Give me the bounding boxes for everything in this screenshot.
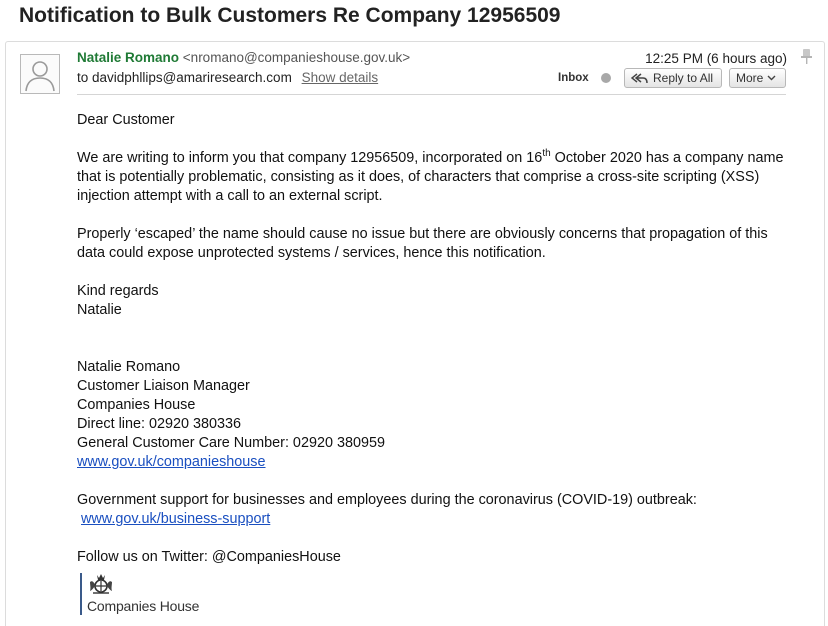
avatar-icon [20,54,60,94]
paragraph-2: Properly ‘escaped’ the name should cause no issue but there are obviously concerns that propagation of this data could expose unprotected systems / services, hence this notification. [77,226,768,261]
to-label: to [77,70,89,85]
reply-all-icon [631,73,648,84]
companies-house-logo [80,573,220,615]
recipient-address: davidphllips@amariresearch.com [92,70,292,85]
message-container [5,41,825,626]
sender-line [77,50,410,65]
recipient-line [77,70,378,85]
message-body [77,111,797,567]
chevron-down-icon [767,75,776,81]
reply-all-label: Reply to All [653,71,714,85]
business-support-link[interactable]: www.gov.uk/business-support [81,511,271,527]
more-button[interactable] [729,68,786,88]
pin-icon[interactable] [801,49,812,69]
inbox-dot[interactable] [601,73,611,83]
signature-direct-line: Direct line: 02920 380336 [77,416,242,432]
header-divider [77,94,786,95]
signature-org: Companies House [77,397,196,413]
logo-text: Companies House [87,598,200,614]
sender-name[interactable]: Natalie Romano [77,50,180,65]
covid-text: Government support for businesses and employees during the coronavirus (COVID-19) outbreak: [77,492,697,508]
royal-crest-icon [87,573,115,600]
signature-name: Natalie Romano [77,359,181,375]
kind-regards: Kind regards [77,283,159,299]
paragraph-1: We are writing to inform you that company 12956509, incorporated on 16th October 2020 has a company name that is potentially problematic, consisting as it does, of characters that comprise a cross-site scripting (XSS) injection attempt with a call to an external script. [77,148,784,204]
timestamp: 12:25 PM (6 hours ago) [645,51,787,66]
more-label: More [736,71,764,85]
show-details-link[interactable]: Show details [301,70,379,85]
first-name: Natalie [77,302,122,318]
reply-all-button[interactable] [624,68,722,88]
companieshouse-link[interactable]: www.gov.uk/companieshouse [77,454,266,470]
signature-title: Customer Liaison Manager [77,378,250,394]
twitter-text: Follow us on Twitter: @CompaniesHouse [77,549,341,565]
email-subject: Notification to Bulk Customers Re Company 12956509 [19,4,561,27]
sender-email: <nromano@companieshouse.gov.uk> [182,50,411,65]
greeting: Dear Customer [77,112,175,128]
inbox-label[interactable]: Inbox [558,72,589,84]
signature-care-number: General Customer Care Number: 02920 380959 [77,435,385,451]
